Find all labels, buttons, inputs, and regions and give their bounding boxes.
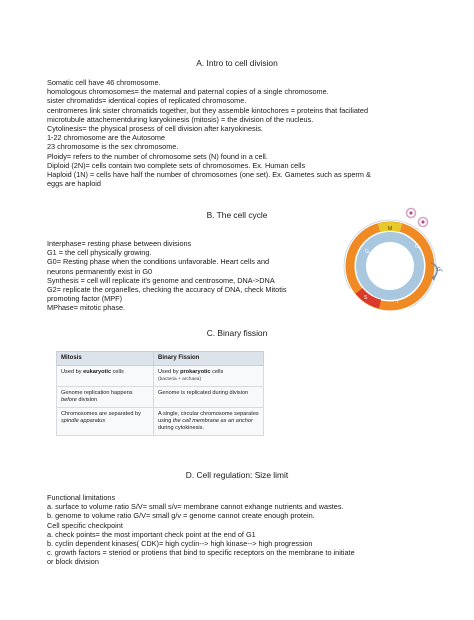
inner-interphase-ring [361,237,419,295]
table-cell [154,408,264,436]
text-line: homologous chromosomes= the maternal and paternal copies of a single chromosome. [47,87,329,97]
label-g1: G₁ [365,249,371,255]
cell-italic: the cell membrane as an anchor [172,418,253,424]
label-i: I [397,299,399,305]
section-a-title: A. Intro to cell division [196,58,278,68]
text-line: centromeres link sister chromatids together, but they assemble kintochores = proteins that faciliated [47,105,369,115]
cell-text: division [76,397,98,403]
text-line: or block division [47,557,99,567]
text-line: Synthesis = cell will replicate it's genome and centrosome, DNA->DNA [47,275,275,285]
text-line: G0= Resting phase when the conditions unfavorable. Heart cells and [47,257,270,267]
table-header-mitosis: Mitosis [57,352,154,366]
label-g2: G₂ [415,244,421,250]
cell-text: Used by [61,369,84,375]
cell-text: cells [111,369,124,375]
text-line: Functional limitations [47,493,116,502]
text-line: MPhase= mitotic phase. [47,303,126,313]
text-line: sister chromatids= identical copies of replicated chromosome. [47,96,247,106]
table-cell [57,387,154,408]
section-b-title: B. The cell cycle [206,210,268,220]
text-line: a. surface to volume ratio S/V= small s/v= membrane cannot exhange nutrients and wastes. [47,502,344,512]
table-cell [57,408,154,436]
section-d-title: D. Cell regulation: Size limit [185,470,289,480]
text-line: Diploid (2N)= cells contain two complete sets of chromosomes. Ex. Human cells [47,160,306,170]
table-cell [154,366,264,387]
cell-text: A single, circular chromosome separates using [158,411,259,424]
table-row [57,408,264,436]
text-line: Ploidy= refers to the number of chromosome sets (N) found in a cell. [47,151,268,161]
text-line: 23 chromosome is the sex chromosome. [47,142,179,152]
text-line: microtubule attachementduring karyokinesis (mitosis) = the division of the nucleus. [47,114,314,124]
label-s: S [364,295,368,301]
text-line: Haploid (1N) = cells have half the number of chromosomes (one set). Ex. Gametes such as sperm & [47,170,371,180]
table-cell [154,387,264,408]
text-line: neurons permanently exist in G0 [47,266,153,276]
text-line: G1 = the cell physically growing. [47,248,152,258]
section-d-body [47,493,432,567]
text-line: b. cyclin dependent kinases( CDK)= high cyclin--> high kinase--> high progression [47,539,313,549]
text-line: eggs are haploid [47,179,101,189]
text-line: Interphase= resting phase between divisions [47,239,192,248]
text-line: a. check points= the most important check point at the end of G1 [47,529,256,539]
table-header-row [57,352,264,366]
section-c-title: C. Binary fission [206,328,268,338]
text-line: promoting factor (MPF) [47,294,123,304]
cell-text: Chromosomes are separated by [61,411,141,417]
label-m: M [387,226,393,232]
label-g0: G₀ [437,267,443,273]
table-row [57,366,264,387]
cell-italic: spindle apparatus [61,418,106,424]
daughter-cells-icon [407,209,428,227]
cell-subtext: (bacteria + archaea) [158,377,202,382]
section-a-body [47,78,432,188]
table-cell [57,366,154,387]
cell-text: during cytokinesis. [158,425,205,431]
cell-bold: eukaryotic [83,369,112,375]
table-header-binary-fission: Binary Fission [154,352,264,366]
text-line: Cytolinesis= the physical prosess of cell division after karyokinesis. [47,124,263,134]
text-line: Somatic cell have 46 chromosome. [47,78,161,87]
cell-italic: before [61,397,77,403]
cell-text: Used by [158,369,181,375]
cell-text: cells [210,369,224,375]
text-line: G2= replicate the organelles, checking the accuracy of DNA, check Mitotis [47,285,287,295]
table-row [57,387,264,408]
comparison-table [56,351,264,436]
cell-text: Genome replication happens [61,390,133,396]
cell-bold: prokaryotic [180,369,211,375]
text-line: b. genome to volume ratio G/V= small g/v = genome cannot create enough protein. [47,511,315,521]
cell-cycle-diagram [335,203,445,313]
text-line: 1-22 chromosome are the Autosome [47,133,166,143]
text-line: Cell specific checkpoint [47,520,123,530]
cell-text: Genome is replicated during division [158,390,249,396]
text-line: c. growth factors = steriod or protiens that bind to specific receptors on the membrane to initiate [47,548,355,558]
